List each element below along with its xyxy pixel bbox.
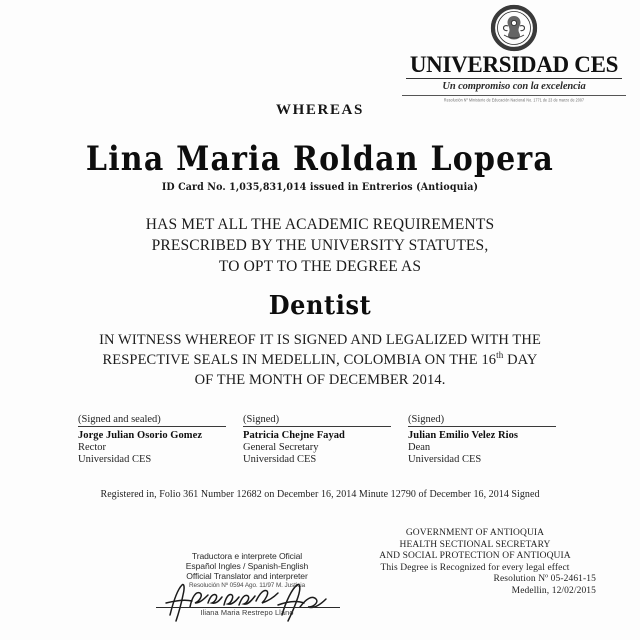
government-line-1: GOVERNMENT OF ANTIOQUIA bbox=[405, 528, 545, 538]
government-line-4: This Degree is Recognized for every legal effect bbox=[380, 562, 570, 573]
signature-block-rector bbox=[78, 414, 243, 465]
whereas-heading: WHEREAS bbox=[276, 102, 364, 118]
signatory-org: Universidad CES bbox=[78, 454, 152, 465]
translator-line-1: Traductora e interprete Oficial bbox=[191, 551, 303, 561]
witness-line-2-post: DAY bbox=[503, 352, 538, 368]
day-ordinal-suffix: th bbox=[496, 350, 504, 361]
witness-line-2 bbox=[0, 350, 640, 370]
translator-block bbox=[152, 552, 342, 621]
witness-line-2-pre: RESPECTIVE SEALS IN MEDELLIN, COLOMBIA ON THE 16 bbox=[102, 352, 497, 368]
university-name: UNIVERSIDAD CES bbox=[409, 52, 619, 77]
witness-block bbox=[0, 330, 640, 390]
requirements-line-2: PRESCRIBED BY THE UNIVERSITY STATUTES, bbox=[151, 237, 489, 254]
government-line-3: AND SOCIAL PROTECTION OF ANTIOQUIA bbox=[379, 551, 571, 562]
requirements-line-1: HAS MET ALL THE ACADEMIC REQUIREMENTS bbox=[145, 216, 495, 233]
signatory-org: Universidad CES bbox=[408, 454, 482, 465]
signature-kind: (Signed and sealed) bbox=[78, 414, 226, 427]
signature-kind: (Signed) bbox=[243, 414, 391, 427]
signature-row bbox=[78, 414, 578, 465]
student-name: Lina Maria Roldan Lopera bbox=[85, 139, 555, 180]
signatory-role: Dean bbox=[408, 442, 431, 453]
signatory-org: Universidad CES bbox=[243, 454, 317, 465]
signatory-name: Patricia Chejne Fayad bbox=[243, 430, 345, 441]
translator-line-3: Official Translator and interpreter bbox=[186, 570, 308, 581]
signature-kind: (Signed) bbox=[408, 414, 556, 427]
registration-line: Registered in, Folio 361 Number 12682 on December 16, 2014 Minute 12790 of December 16, 2014 Signed bbox=[100, 489, 540, 500]
signature-block-dean bbox=[408, 414, 578, 465]
signatory-role: General Secretary bbox=[243, 442, 319, 453]
accreditation-text: Resolución Nº Ministerio de Educación Nacional No. 1771 de 23 de marzo de 2007 bbox=[443, 97, 585, 103]
witness-line-3: OF THE MONTH OF DECEMBER 2014. bbox=[194, 372, 446, 388]
government-resolution: Resolution Nº 05-2461-15 bbox=[493, 574, 596, 585]
government-line-2: HEALTH SECTIONAL SECRETARY bbox=[399, 539, 551, 550]
requirements-line-3: TO OPT TO THE DEGREE AS bbox=[218, 258, 422, 275]
signatory-role: Rector bbox=[78, 442, 106, 453]
accreditation-divider bbox=[402, 95, 626, 96]
letterhead bbox=[400, 4, 628, 102]
government-place-date: Medellin, 12/02/2015 bbox=[511, 585, 596, 596]
translator-line-2: Español Ingles / Spanish-English bbox=[185, 560, 309, 571]
seal-container bbox=[400, 4, 628, 52]
signatory-name: Julian Emilio Velez Rios bbox=[408, 430, 519, 441]
student-id-line: ID Card No. 1,035,831,014 issued in Entrerios (Antioquia) bbox=[161, 181, 479, 194]
government-recognition-block bbox=[330, 528, 620, 598]
letterhead-divider bbox=[406, 78, 622, 79]
signatory-name: Jorge Julian Osorio Gomez bbox=[78, 430, 203, 441]
signature-block-general-secretary bbox=[243, 414, 408, 465]
degree-title: Dentist bbox=[268, 288, 372, 321]
university-seal-icon bbox=[490, 4, 538, 52]
translator-name: Iliana Maria Restrepo Llano bbox=[200, 608, 294, 618]
university-motto: Un compromiso con la excelencia bbox=[442, 81, 586, 92]
translator-signature-area bbox=[152, 587, 342, 621]
witness-line-1: IN WITNESS WHEREOF IT IS SIGNED AND LEGALIZED WITH THE bbox=[99, 332, 541, 348]
translator-resolution: Resolución Nº 0594 Ago. 11/97 M. Justicia bbox=[188, 582, 306, 590]
requirements-block bbox=[0, 214, 640, 277]
